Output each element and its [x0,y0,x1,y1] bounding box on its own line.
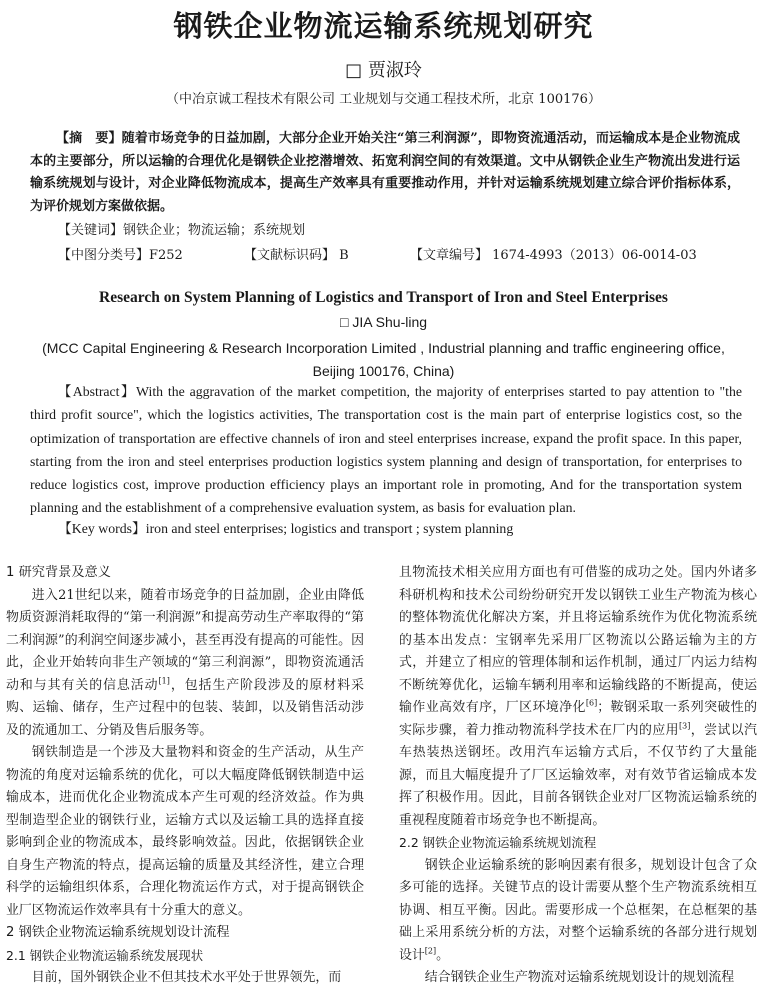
abstract-cn: 【摘 要】随着市场竞争的日益加剧，大部分企业开始关注“第三利润源”，即物资流通活动，而运输成本是企业物流成本的主要部分，所以运输的合理优化是钢铁企业挖潜增效、拓宽利润空间的有效渠道。文中从钢铁企业生产物流出发进行运输系统规划与设计，对企业降低物流成本，提高生产效率具有重要推动作用，并针对运输系统规划建立综合评价指标体系，为评价规划方案做依据。 [30,131,740,214]
section-2-2-paragraph-2-start: 结合钢铁企业生产物流对运输系统规划设计的规划流程 [424,970,735,985]
citation-1: [1] [158,676,170,686]
section-1-paragraph-1: 进入21世纪以来，随着市场竞争的日益加剧，企业由降低物质资源消耗取得的“第一利润源”和提高劳动生产率取得的“第二利润源”的利润空间逐步减小，甚至再没有提高的可能性。因此，企业开始转向非生产领域的“第三利润源”，即物资流通活动和与其有关的信息活动[1]，包括生产阶段涉及的原材料采购、运输、储存，生产过程中的包装、装卸，以及销售活动涉及的流通加工、分销及售后服务等。 [6,587,365,738]
section-2-2-paragraph-1: 钢铁企业运输系统的影响因素有很多，规划设计包含了众多可能的选择。关键节点的设计需要从整个生产物流系统相互协调、相互平衡。因此。需要形成一个总框架，在总框架的基础上采用系统分析的方法，对整个运输系统的各部分进行规划设计[2]。 [399,857,757,963]
body-column-left [6,562,364,990]
affiliation-en: (MCC Capital Engineering & Research Incorporation Limited , Industrial planning and traffic engineering office, Beijing 100176, China) [42,340,725,379]
section-1-paragraph-2: 钢铁制造是一个涉及大量物料和资金的生产活动，从生产物流的角度对运输系统的优化，可以大幅度降低钢铁制造中运输成本，进而优化企业物流成本产生可观的经济效益。作为典型制造型企业的钢铁行业，运输方式以及运输工具的选择直接影响到企业的物流成本，最终影响效益。因此，依据钢铁企业自身生产物流的特点，提高运输的质量及其经济性，建立合理科学的运输组织体系，合理化物流运作方式，对于提高钢铁企业厂区物流运作效率具有十分重大的意义。 [6,745,364,918]
abstract-en: 【Abstract】With the aggravation of the market competition, the majority of enterprises started to pay attention to "the third profit source", which the logistics activities, The transportation cost is the main part of enterprise logistics cost, so the optimization of transportation are effective channels of iron and steel enterprises increase, expand the profit space. In this paper, starting from the iron and steel enterprises production logistics system planning and design of transportation, for enterprises to reduce logistics cost, improve production efficiency plays an important role in promoting, And for the transportation system planning and the establishment of a comprehensive evaluation system, as basis for evaluation plan. [30,384,742,516]
paper-title-en: Research on System Planning of Logistics and Transport of Iron and Steel Enterprises [99,289,668,306]
keywords-cn: 【关键词】钢铁企业；物流运输；系统规划 [58,223,306,238]
paper-title: 钢铁企业物流运输系统规划研究 [173,9,594,43]
section-2-1-paragraph-start: 目前，国外钢铁企业不但其技术水平处于世界领先，而 [31,970,342,985]
affiliation: （中冶京诚工程技术有限公司 工业规划与交通工程技术所，北京 100176） [166,92,601,107]
section-2-heading: 2 钢铁企业物流运输系统规划设计流程 [6,925,230,940]
citation-2: [2] [424,946,437,956]
keywords-en: 【Key words】iron and steel enterprises; logistics and transport ; system planning [58,521,514,536]
author-line: □ 贾淑玲 [345,60,422,81]
article-number: 【文章编号】 1674-4993（2013）06-0014-03 [410,248,697,263]
section-2-1-heading: 2.1 钢铁企业物流运输系统发展现状 [6,947,204,963]
citation-6: [6] [585,698,598,708]
author-line-en: □ JIA Shu-ling [339,314,428,330]
citation-3: [3] [679,721,691,731]
section-2-1-paragraph-continued: 且物流技术相关应用方面也有可借鉴的成功之处。国内外诸多科研机构和技术公司纷纷研究开发以钢铁工业生产物流为核心的整体物流优化解决方案，并且将运输系统作为优化物流系统的基本出发点：宝钢率先采用厂区物流以公路运输为主的方式，并建立了相应的管理体制和运作机制，通过厂内运力结构不断统筹优化，运输车辆利用率和运输线路的不断提高，使运输作业高效有序，厂区环境净化[6]；鞍钢采取一系列突破性的实际步骤，着力推动物流科学技术在厂内的应用[3]，尝试以汽车热装热送钢坯。改用汽车运输方式后，不仅节约了大量能源，而且大幅度提升了厂区运输效率，对有效节省运输成本发挥了积极作用。因此，目前各钢铁企业对厂区物流运输系统的重视程度随着市场竞争也不断提高。 [399,565,758,828]
section-2-2-heading: 2.2 钢铁企业物流运输系统规划流程 [399,835,597,850]
body-column-right [399,562,757,990]
section-1-heading: 1 研究背景及意义 [6,565,111,580]
document-code: 【文献标识码】 B [244,248,349,263]
clc-code: 【中图分类号】F252 [58,248,183,263]
